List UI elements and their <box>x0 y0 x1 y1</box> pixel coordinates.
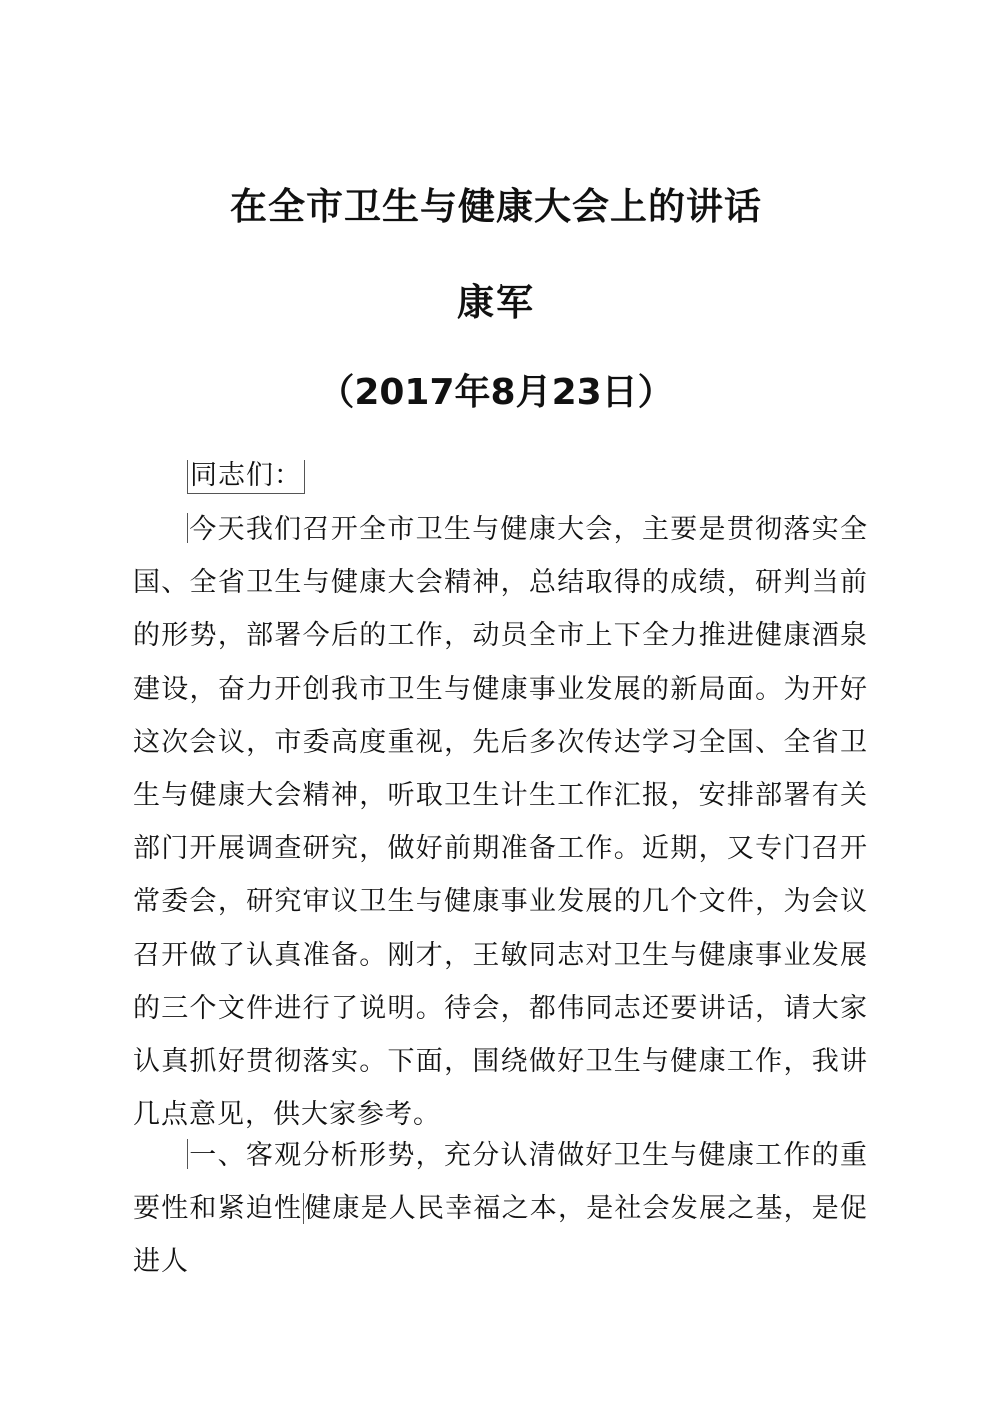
salutation: 同志们： <box>187 460 305 494</box>
document-date: （2017年8月23日） <box>318 372 674 413</box>
body-paragraph <box>133 503 868 1141</box>
section-heading: 一、客观分析形势，充分认清做好卫生与健康工作的重要性和紧迫性 <box>133 1140 868 1225</box>
section-paragraph <box>133 1129 868 1289</box>
document-author: 康军 <box>457 281 535 324</box>
paragraph-text: 健康是人民幸福之本，是社会发展之基，是促进人 <box>133 1193 869 1278</box>
paragraph-text: 今天我们召开全市卫生与健康大会，主要是贯彻落实全国、全省卫生与健康大会精神，总结取得的成绩，研判当前的形势，部署今后的工作，动员全市上下全力推进健康酒泉建设，奋力开创我市卫生与健康事业发展的新局面。为开好这次会议，市委高度重视，先后多次传达学习全国、全省卫生与健康大会精神，听取卫生计生工作汇报，安排部署有关部门开展调查研究，做好前期准备工作。近期，又专门召开常委会，研究审议卫生与健康事业发展的几个文件，为会议召开做了认真准备。刚才，王敏同志对卫生与健康事业发展的三个文件进行了说明。待会，都伟同志还要讲话，请大家认真抓好贯彻落实。下面，围绕做好卫生与健康工作，我讲几点意见，供大家参考。 <box>133 514 868 1131</box>
paragraph-marker <box>187 513 188 543</box>
paragraph-marker <box>187 1139 188 1169</box>
salutation-line <box>133 449 868 502</box>
document-title: 在全市卫生与健康大会上的讲话 <box>230 185 762 228</box>
